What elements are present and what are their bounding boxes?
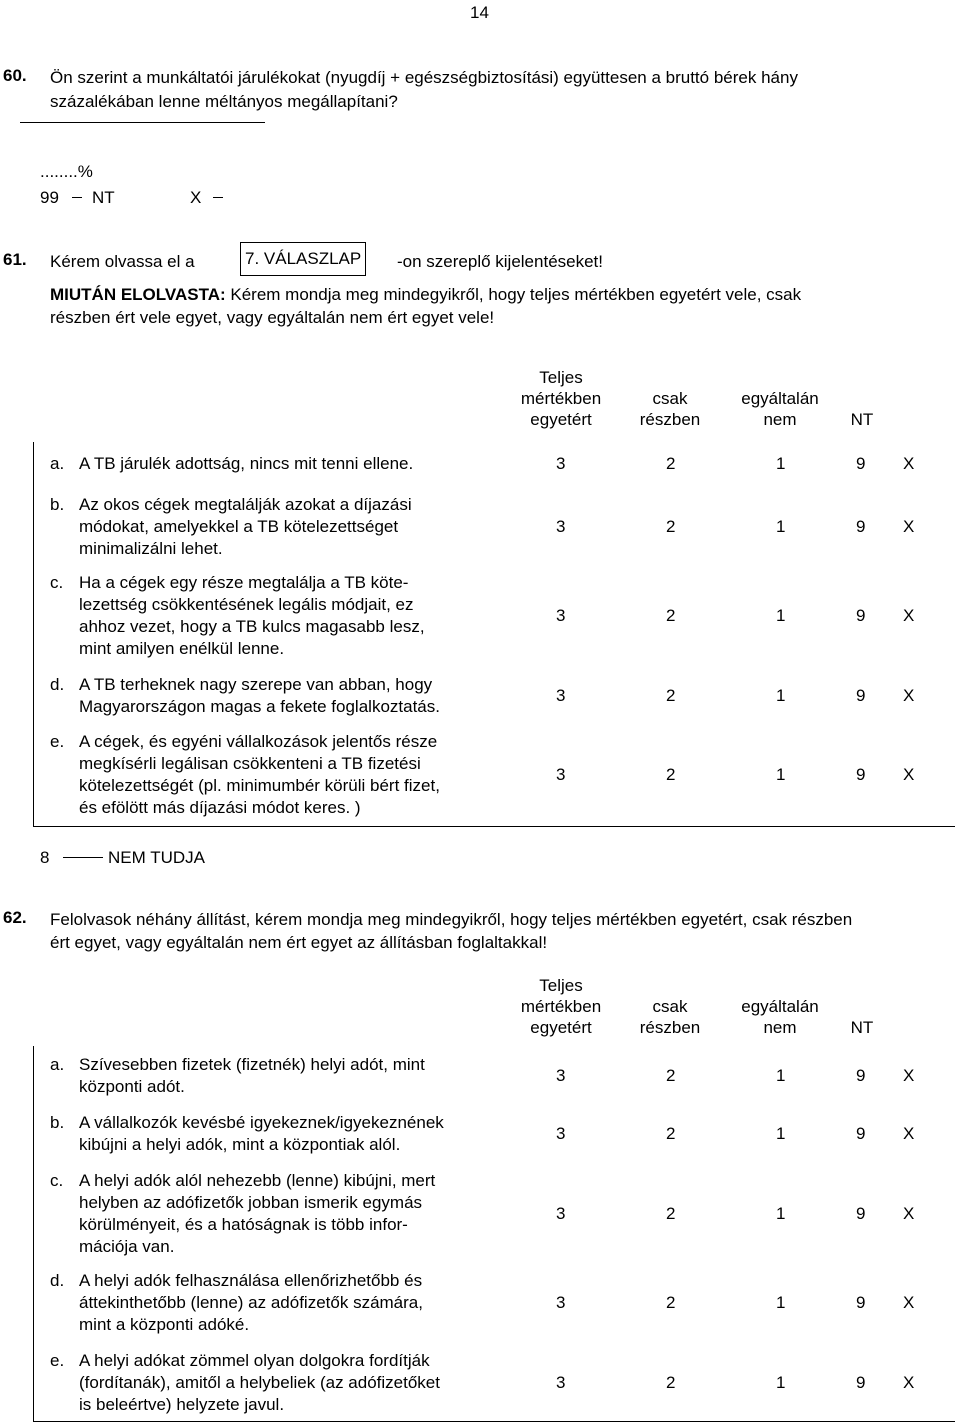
q61-item-5-code-3: 3 (556, 765, 566, 784)
q62-frame-bottom (33, 1421, 955, 1422)
q62-item-3-line: mációja van. (79, 1237, 175, 1256)
q61-item-5-line: kötelezettségét (pl. minimumbér körüli bért fizet, (79, 776, 440, 795)
q61-item-4-code-9: 9 (856, 686, 866, 705)
q62-item-4-letter: d. (50, 1271, 65, 1290)
q62-item-2-letter: b. (50, 1113, 65, 1132)
q62-item-4-code-9: 9 (856, 1293, 866, 1312)
q62-item-2-code-9: 9 (856, 1124, 866, 1143)
q61-item-1-code-1: 1 (776, 454, 786, 473)
q62-item-2-code-2: 2 (666, 1124, 676, 1143)
q62-item-1-code-3: 3 (556, 1066, 566, 1085)
q62-item-5-letter: e. (50, 1351, 65, 1370)
q61-card-box (240, 242, 366, 276)
q61-item-4-line: A TB terheknek nagy szerepe van abban, hogy (79, 675, 433, 694)
q62-item-4-code-1: 1 (776, 1293, 786, 1312)
q61-item-1-code-9: 9 (856, 454, 866, 473)
q61-item-3-line: mint amilyen enélkül lenne. (79, 639, 285, 658)
q61-item-1-code-2: 2 (666, 454, 676, 473)
q61-header-col-3-line: egyáltalán (741, 389, 819, 408)
q62-item-5-code-9: 9 (856, 1373, 866, 1392)
q61-header-col-4 (792, 409, 932, 430)
q62-item-3-code-3: 3 (556, 1204, 566, 1223)
q62-item-2-line: kibújni a helyi adók, mint a központiak alól. (79, 1135, 401, 1154)
q62-item-1-code-9: 9 (856, 1066, 866, 1085)
q62-item-3-code-2: 2 (666, 1204, 676, 1223)
q61-item-3-code-2: 2 (666, 606, 676, 625)
q62-item-5-line: A helyi adókat zömmel olyan dolgokra fordítják (79, 1351, 430, 1370)
q61-item-2-line: módokat, amelyekkel a TB kötelezettséget (79, 517, 399, 536)
q61-item-2-code-2: 2 (666, 517, 676, 536)
q61-item-5-code-2: 2 (666, 765, 676, 784)
q60-text-line2: százalékában lenne méltányos megállapítani? (50, 92, 398, 111)
q61-item-1-code-3: 3 (556, 454, 566, 473)
q61-header-col-3-line: nem (763, 410, 797, 429)
q62-header-col-3-line: nem (763, 1018, 797, 1037)
q60-code-99: 99 (40, 188, 59, 207)
q62-item-5-line: (fordítanák), amitől a helybeliek (az adófizetőket (79, 1373, 440, 1392)
q61-item-3-line: Ha a cégek egy része megtalálja a TB köte- (79, 573, 409, 592)
q61-item-5-code-9: 9 (856, 765, 866, 784)
q61-item-4-code-2: 2 (666, 686, 676, 705)
q62-item-2-line: A vállalkozók kevésbé igyekeznek/igyekeznének (79, 1113, 444, 1132)
q61-item-2-line: Az okos cégek megtalálják azokat a díjazási (79, 495, 412, 514)
q60-dash-1 (72, 197, 82, 198)
q62-text-line2: ért egyet, vagy egyáltalán nem ért egyet az állításban foglaltakkal! (50, 933, 548, 952)
q61-item-4-line: Magyarországon magas a fekete foglalkoztatás. (79, 697, 440, 716)
q61-intro-after: -on szereplő kijelentéseket! (397, 252, 604, 271)
q60-text-line1: Ön szerint a munkáltatói járulékokat (nyugdíj + egészségbiztosítási) együttesen a bruttó bérek hány (50, 68, 798, 87)
q61-frame-left (33, 442, 34, 826)
q62-item-4-code-3: 3 (556, 1293, 566, 1312)
q62-item-5-line: is beleértve) helyzete javul. (79, 1395, 285, 1414)
q61-item-1-code-X: X (903, 454, 915, 473)
q61-instruction-bold: MIUTÁN ELOLVASTA: (50, 285, 226, 304)
q62-header-col-1-line: mértékben (520, 997, 602, 1016)
q62-item-3-code-X: X (903, 1204, 915, 1223)
q61-item-2-line: minimalizálni lehet. (79, 539, 223, 558)
q61-header-col-1-line: egyetért (530, 410, 592, 429)
q61-item-4-code-X: X (903, 686, 915, 705)
q61-item-5-line: A cégek, és egyéni vállalkozások jelentős része (79, 732, 438, 751)
q61-item-3-code-X: X (903, 606, 915, 625)
q62-header-col-3-line: egyáltalán (741, 997, 819, 1016)
q62-item-4-line: mint a központi adóké. (79, 1315, 250, 1334)
q61-frame-bottom (33, 826, 955, 827)
q61-item-3-line: lezettség csökkentésének legális módjait, ez (79, 595, 414, 614)
q61-header-col-4-line: NT (850, 410, 874, 429)
q61-item-4-code-1: 1 (776, 686, 786, 705)
q61-item-4-code-3: 3 (556, 686, 566, 705)
q60-dash-2 (213, 197, 223, 198)
q62-item-3-line: A helyi adók alól nehezebb (lenne) kibújni, mert (79, 1171, 436, 1190)
q60-code-nt: NT (92, 188, 115, 207)
q62-item-4-code-X: X (903, 1293, 915, 1312)
q62-item-4-line: A helyi adók felhasználása ellenőrizhetőbb és (79, 1271, 423, 1290)
q61-item-3-letter: c. (50, 573, 64, 592)
q62-header-col-4-line: NT (850, 1018, 874, 1037)
q62-item-5-code-X: X (903, 1373, 915, 1392)
q61-card-label: 7. VÁLASZLAP (245, 249, 362, 268)
q62-item-2-code-X: X (903, 1124, 915, 1143)
q61-nem-tudja-dash (63, 857, 103, 858)
q62-item-5-code-2: 2 (666, 1373, 676, 1392)
q60-code-x: X (190, 188, 202, 207)
q61-item-1-letter: a. (50, 454, 65, 473)
q61-item-2-code-3: 3 (556, 517, 566, 536)
q61-instruction-line1 (50, 283, 801, 306)
q62-item-1-line: Szívesebben fizetek (fizetnék) helyi adót, mint (79, 1055, 425, 1074)
q62-frame-left (33, 1046, 34, 1421)
q61-item-2-code-X: X (903, 517, 915, 536)
q61-instruction-line2: részben ért vele egyet, vagy egyáltalán nem ért egyet vele! (50, 308, 495, 327)
q61-item-5-code-1: 1 (776, 765, 786, 784)
q61-item-5-letter: e. (50, 732, 65, 751)
q61-item-2-code-9: 9 (856, 517, 866, 536)
q60-number: 60. (3, 66, 27, 85)
q62-text-line1: Felolvasok néhány állítást, kérem mondja meg mindegyikről, hogy teljes mértékben egyetért, csak részben (50, 910, 853, 929)
q61-header-col-1-line: Teljes (539, 368, 583, 387)
q61-item-3-code-1: 1 (776, 606, 786, 625)
q62-item-3-code-1: 1 (776, 1204, 786, 1223)
q61-number: 61. (3, 250, 27, 269)
q61-header-col-2-line: részben (639, 410, 701, 429)
q61-instruction-text1: Kérem mondja meg mindegyikről, hogy teljes mértékben egyetért vele, csak (230, 285, 802, 304)
q62-header-col-1-line: Teljes (539, 976, 583, 995)
q62-header-col-2-line: csak (652, 997, 688, 1016)
q61-item-1-line: A TB járulék adottság, nincs mit tenni ellene. (79, 454, 414, 473)
q62-item-3-code-9: 9 (856, 1204, 866, 1223)
q62-item-5-code-3: 3 (556, 1373, 566, 1392)
page-number: 14 (470, 3, 489, 22)
q61-item-2-letter: b. (50, 495, 65, 514)
q61-item-5-line: és efölött más díjazási módot keres. ) (79, 798, 361, 817)
q62-header-col-1-line: egyetért (530, 1018, 592, 1037)
q62-number: 62. (3, 908, 27, 927)
q62-item-3-line: körülményeit, és a hatóságnak is több infor- (79, 1215, 408, 1234)
q61-nem-tudja-code: 8 (40, 848, 50, 867)
q61-item-5-line: megkísérli legálisan csökkenteni a TB fizetési (79, 754, 421, 773)
q61-item-4-letter: d. (50, 675, 65, 694)
q61-item-3-line: ahhoz vezet, hogy a TB kulcs magasabb lesz, (79, 617, 425, 636)
q61-intro-before: Kérem olvassa el a (50, 252, 195, 271)
q61-item-3-code-3: 3 (556, 606, 566, 625)
q61-item-3-code-9: 9 (856, 606, 866, 625)
q61-nem-tudja: NEM TUDJA (108, 848, 205, 867)
q62-item-3-letter: c. (50, 1171, 64, 1190)
q61-header-col-1-line: mértékben (520, 389, 602, 408)
q62-item-3-line: helyben az adófizetők jobban ismerik egymás (79, 1193, 423, 1212)
q60-underline (20, 122, 265, 123)
q61-item-2-code-1: 1 (776, 517, 786, 536)
q62-item-1-code-1: 1 (776, 1066, 786, 1085)
q61-item-5-code-X: X (903, 765, 915, 784)
q62-item-1-letter: a. (50, 1055, 65, 1074)
q61-header-col-2-line: csak (652, 389, 688, 408)
q60-percent: ........% (40, 162, 93, 181)
q62-item-2-code-1: 1 (776, 1124, 786, 1143)
q62-header-col-2-line: részben (639, 1018, 701, 1037)
q62-item-1-code-X: X (903, 1066, 915, 1085)
q62-item-1-code-2: 2 (666, 1066, 676, 1085)
q62-header-col-4 (792, 1017, 932, 1038)
q62-item-1-line: központi adót. (79, 1077, 185, 1096)
q62-item-4-line: áttekinthetőbb (lenne) az adófizetők számára, (79, 1293, 423, 1312)
q62-item-4-code-2: 2 (666, 1293, 676, 1312)
q62-item-2-code-3: 3 (556, 1124, 566, 1143)
q62-item-5-code-1: 1 (776, 1373, 786, 1392)
